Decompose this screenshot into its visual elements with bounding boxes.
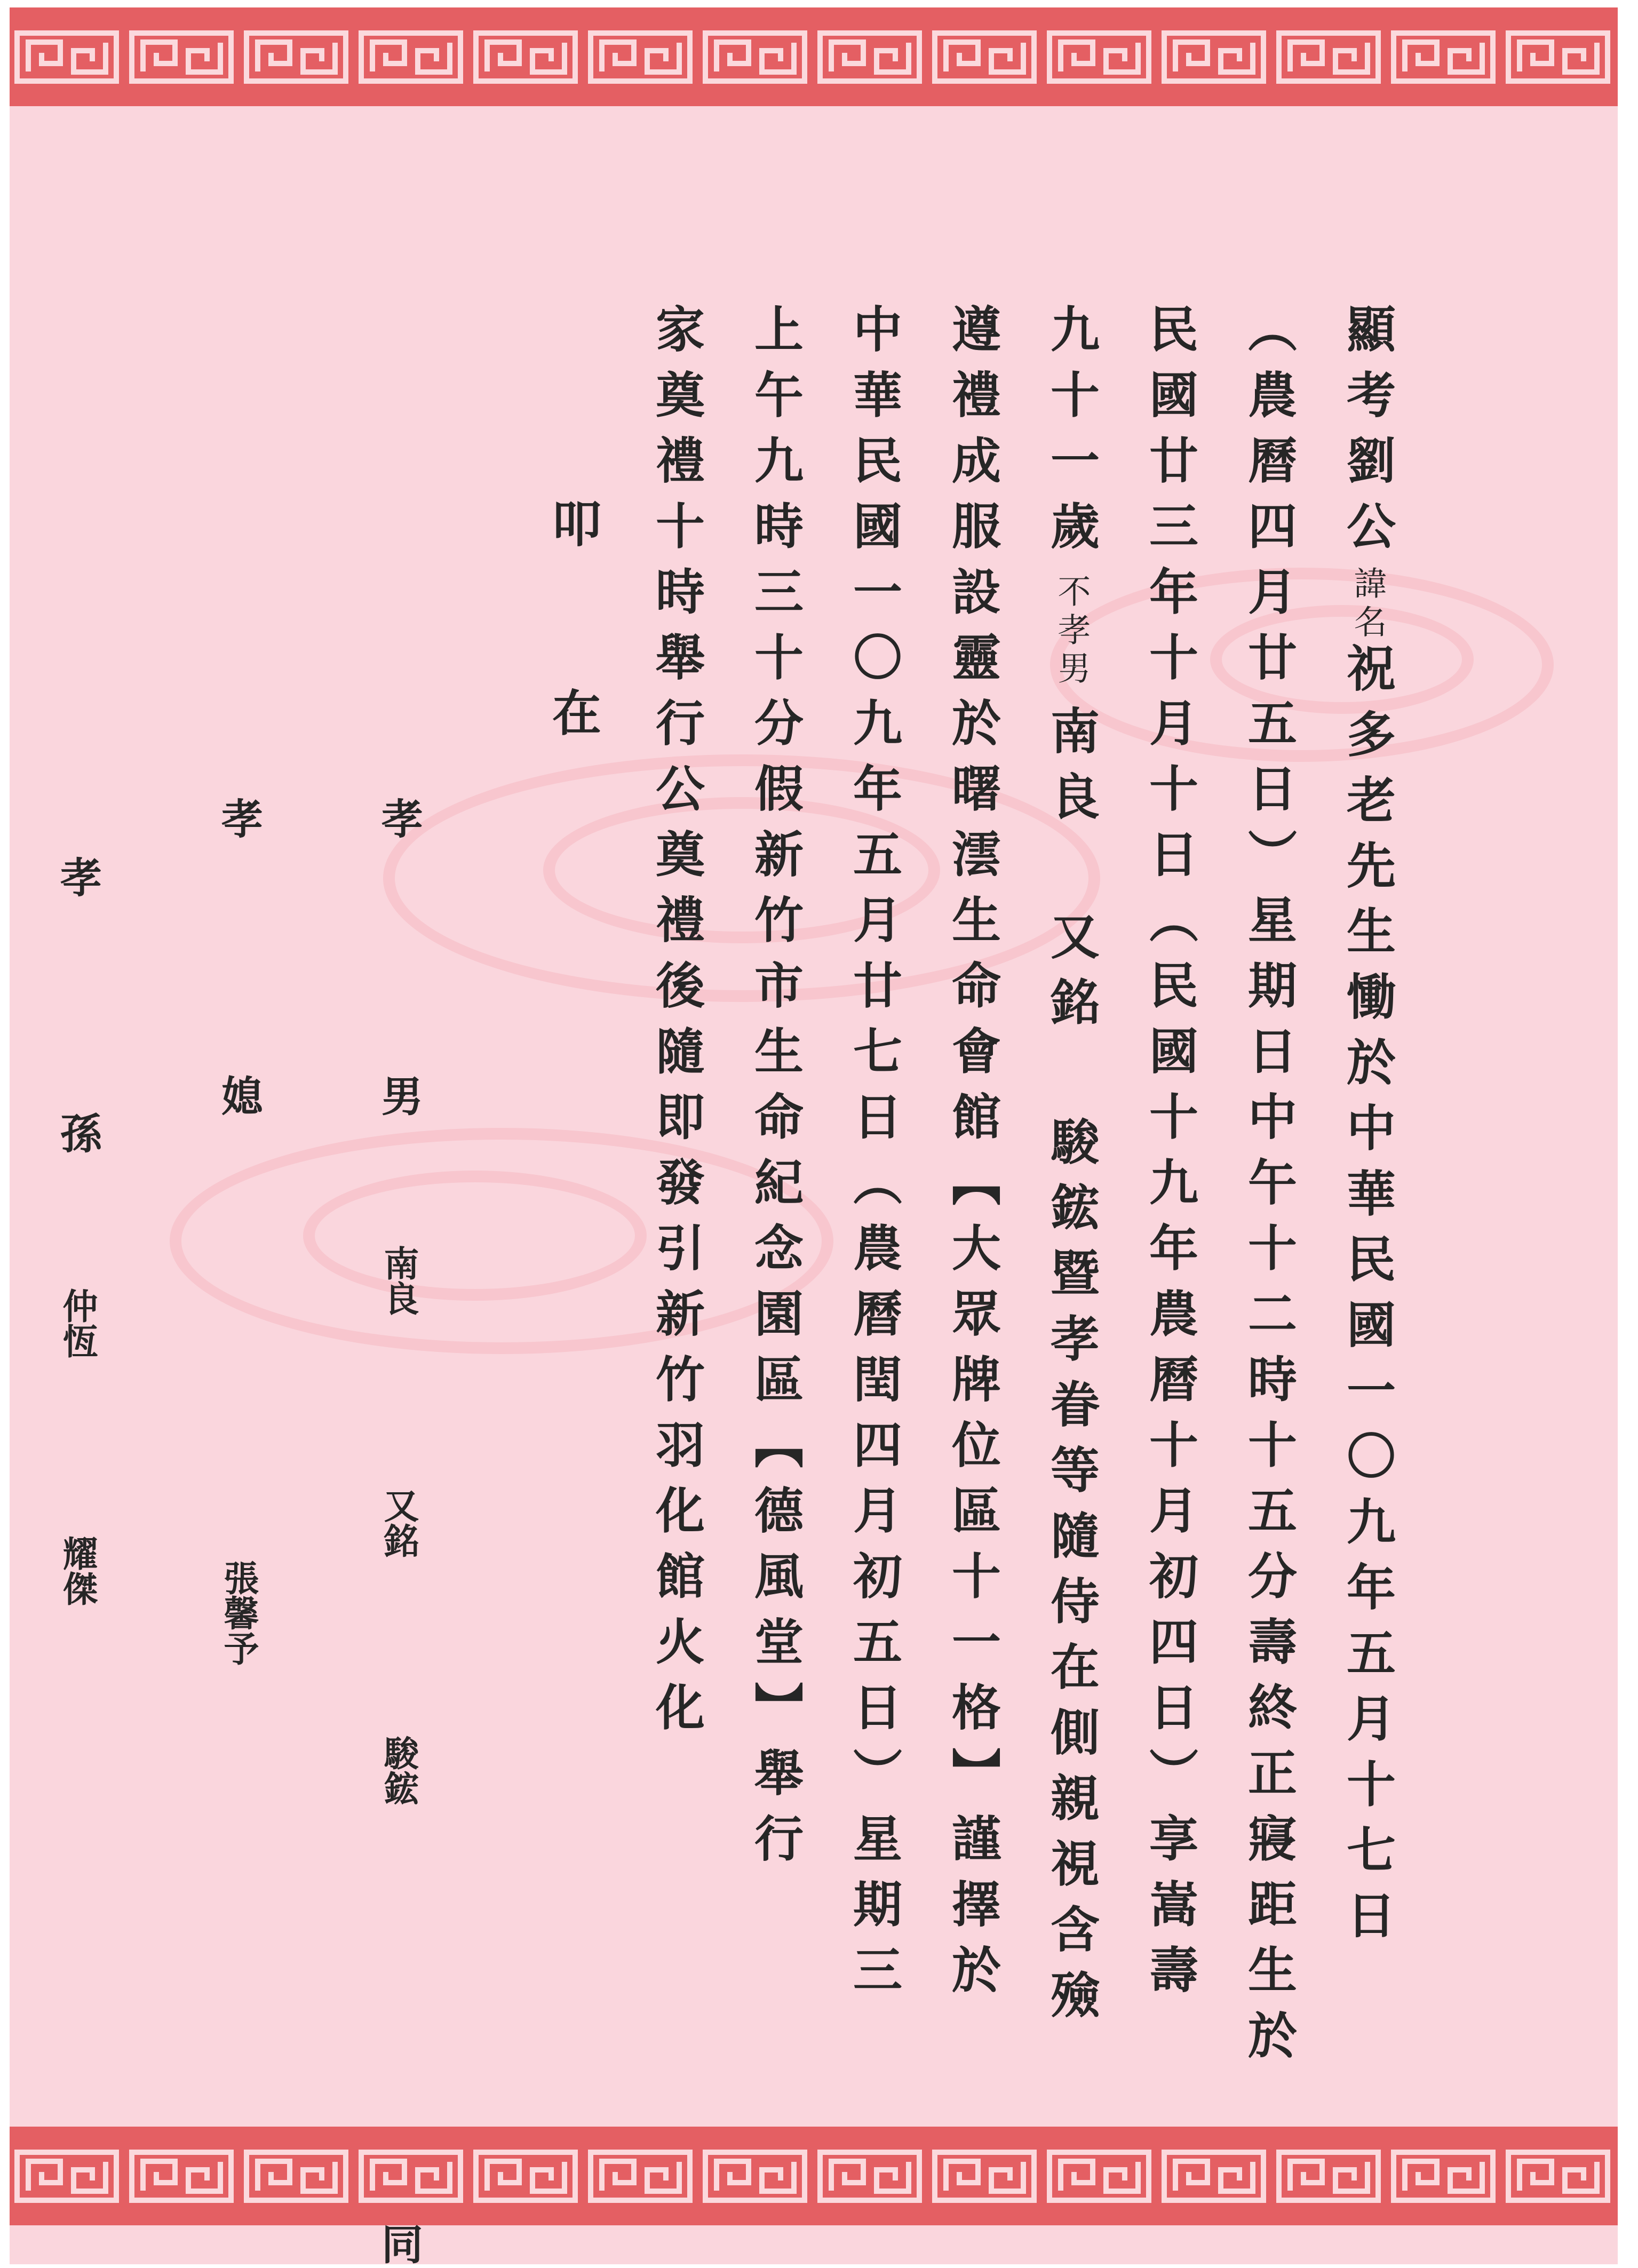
signature-daughter-in-law <box>214 797 263 1666</box>
bottom-border-band <box>10 2127 1618 2225</box>
jointly-mark: 同 <box>375 2223 423 2264</box>
notice-line-7: 上午九時三十分假新竹市生命紀念園區【德風堂】舉行 <box>746 304 804 1879</box>
deceased-title: 顯考劉公 <box>1339 304 1396 566</box>
family-attendance-text: 南良 又銘 駿鋐暨孝眷等隨侍在側親視含殮 <box>1043 705 1100 2035</box>
honorific-note: 諱名 <box>1348 566 1387 643</box>
greek-key-pattern-bottom <box>10 2127 1618 2225</box>
top-border-band <box>10 7 1618 106</box>
son-name-3: 駿鋐 <box>378 1735 419 1805</box>
closing-salutation: 叩 在 <box>544 498 602 782</box>
notice-line-4 <box>1043 304 1100 2035</box>
sons-relation: 男 <box>375 1075 423 1116</box>
notice-line-1 <box>1339 304 1396 1955</box>
passing-date-text: 祝多老先生慟於中華民國一〇九年五月十七日 <box>1339 643 1396 1955</box>
notice-line-6: 中華民國一〇九年五月廿七日（農曆閏四月初五日）星期三 <box>845 304 903 2010</box>
grandsons-title: 孝 <box>53 856 102 897</box>
daughter-in-law-name: 張馨予 <box>218 1560 259 1666</box>
signature-sons <box>375 797 423 2264</box>
unfilial-son-note: 不孝男 <box>1052 574 1091 689</box>
signature-grandsons <box>53 856 102 1606</box>
daughter-in-law-title: 孝 <box>214 797 263 839</box>
notice-line-8: 家奠禮十時舉行公奠禮後隨即發引新竹羽化館火化 <box>648 304 705 1747</box>
age-text: 九十一歲 <box>1043 304 1100 566</box>
notice-line-2: （農曆四月廿五日）星期日中午十二時十五分壽終正寢距生於 <box>1240 304 1298 2075</box>
sons-title: 孝 <box>375 797 423 839</box>
grandson-name-2: 耀傑 <box>57 1535 98 1606</box>
son-name-2: 又銘 <box>378 1487 419 1558</box>
son-name-1: 南良 <box>378 1245 419 1316</box>
obituary-card <box>10 7 1618 2264</box>
daughter-in-law-relation: 媳 <box>214 1075 263 1116</box>
grandson-name-1: 仲恆 <box>57 1288 98 1358</box>
greek-key-pattern-top <box>10 7 1618 106</box>
notice-line-3: 民國廿三年十月十日（民國十九年農曆十月初四日）享嵩壽 <box>1141 304 1199 2010</box>
grandsons-relation: 孫 <box>53 1112 102 1153</box>
notice-line-5: 遵禮成服設靈於曙澐生命會館【大眾牌位區十一格】謹擇於 <box>944 304 1001 2010</box>
